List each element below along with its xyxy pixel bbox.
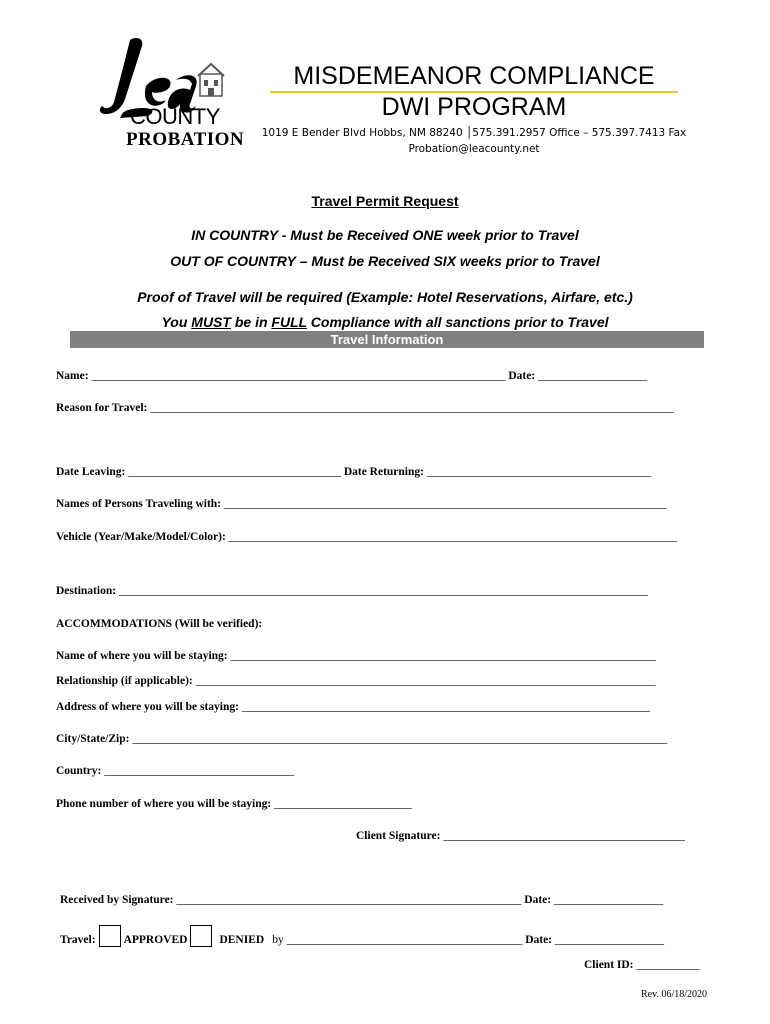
client-id-field[interactable]: ___________	[636, 959, 700, 971]
client-signature-label: Client Signature:	[356, 830, 444, 842]
compliance-post: Compliance with all sanctions prior to Travel	[306, 314, 609, 330]
program-title-line2: DWI PROGRAM	[381, 93, 567, 121]
staying-name-row	[56, 650, 656, 662]
received-date-field[interactable]: ___________________	[553, 894, 664, 906]
relationship-field[interactable]: ________________________________________________________________________________	[195, 675, 656, 687]
office-email: Probation@leacounty.net	[408, 143, 540, 155]
date-field[interactable]: ___________________	[538, 370, 648, 382]
received-label: Received by Signature:	[60, 894, 177, 906]
program-title-line1: MISDEMEANOR COMPLIANCE	[293, 62, 655, 90]
vehicle-row	[56, 531, 677, 543]
denied-checkbox[interactable]	[190, 925, 212, 947]
proof-note: Proof of Travel will be required (Example: Hotel Reservations, Airfare, etc.)	[137, 289, 633, 305]
date-leaving-field[interactable]: _____________________________________	[128, 466, 341, 478]
compliance-full: FULL	[271, 314, 307, 330]
name-row	[56, 370, 647, 382]
persons-row	[56, 498, 667, 510]
reason-field[interactable]: ___________________________________________________________________________________________	[150, 402, 674, 414]
client-signature-row	[356, 830, 685, 842]
date-label: Date:	[505, 370, 539, 382]
travel-decision-row	[60, 925, 664, 947]
by-date-field[interactable]: ___________________	[554, 934, 665, 946]
relationship-row	[56, 675, 656, 687]
in-country-note: IN COUNTRY - Must be Received ONE week prior to Travel	[191, 227, 579, 243]
received-date-label: Date:	[521, 894, 554, 906]
date-returning-field[interactable]: _______________________________________	[426, 466, 652, 478]
phone-field[interactable]: ________________________	[274, 798, 413, 810]
country-label: Country:	[56, 765, 105, 777]
permit-title-text: Travel Permit Request	[311, 193, 459, 209]
received-field[interactable]: ____________________________________________________________	[176, 894, 522, 906]
name-field[interactable]: ________________________________________________________________________	[91, 370, 506, 382]
received-row	[60, 894, 663, 906]
compliance-note	[0, 314, 770, 330]
reason-row	[56, 402, 673, 414]
compliance-must: MUST	[191, 314, 231, 330]
relationship-label: Relationship (if applicable):	[56, 675, 196, 687]
city-row	[56, 733, 667, 745]
client-signature-field[interactable]: __________________________________________	[443, 830, 685, 842]
address-row	[56, 701, 650, 713]
travel-label: Travel:	[60, 934, 96, 946]
persons-label: Names of Persons Traveling with:	[56, 498, 224, 510]
date-returning-label: Date Returning:	[340, 466, 427, 478]
address-field[interactable]: _______________________________________________________________________	[241, 701, 651, 713]
by-label: by	[272, 934, 287, 946]
travel-info-bar	[70, 331, 704, 348]
address-label: Address of where you will be staying:	[56, 701, 242, 713]
date-leaving-label: Date Leaving:	[56, 466, 129, 478]
travel-info-label: Travel Information	[330, 332, 444, 347]
accommodations-heading: ACCOMMODATIONS (Will be verified):	[56, 618, 263, 630]
vehicle-label: Vehicle (Year/Make/Model/Color):	[56, 531, 229, 543]
out-country-note: OUT OF COUNTRY – Must be Received SIX weeks prior to Travel	[170, 253, 600, 269]
staying-name-label: Name of where you will be staying:	[56, 650, 231, 662]
by-field[interactable]: _________________________________________	[286, 934, 523, 946]
compliance-mid: be in	[230, 314, 272, 330]
approved-label: APPROVED	[123, 934, 188, 946]
reason-label: Reason for Travel:	[56, 402, 151, 414]
destination-row	[56, 585, 648, 597]
lea-county-probation-logo	[96, 34, 246, 154]
country-row	[56, 765, 294, 777]
destination-field[interactable]: ____________________________________________________________________________________________	[118, 585, 648, 597]
city-field[interactable]: _____________________________________________________________________________________________	[132, 733, 668, 745]
denied-label: DENIED	[219, 934, 265, 946]
dates-row	[56, 466, 651, 478]
logo-probation: PROBATION	[126, 129, 245, 150]
staying-name-field[interactable]: __________________________________________________________________________	[230, 650, 657, 662]
persons-field[interactable]: _____________________________________________________________________________	[223, 498, 667, 510]
approved-checkbox[interactable]	[99, 925, 121, 947]
country-field[interactable]: _________________________________	[104, 765, 294, 777]
revision-date: Rev. 06/18/2020	[641, 989, 708, 1000]
permit-title	[0, 193, 770, 209]
city-label: City/State/Zip:	[56, 733, 133, 745]
compliance-pre: You	[161, 314, 192, 330]
name-label: Name:	[56, 370, 92, 382]
destination-label: Destination:	[56, 585, 119, 597]
client-id-row	[584, 959, 700, 971]
by-date-label: Date:	[522, 934, 555, 946]
vehicle-field[interactable]: ______________________________________________________________________________	[228, 531, 678, 543]
phone-row	[56, 798, 412, 810]
phone-label: Phone number of where you will be staying:	[56, 798, 275, 810]
client-id-label: Client ID:	[584, 959, 637, 971]
office-address: 1019 E Bender Blvd Hobbs, NM 88240 │575.391.2957 Office – 575.397.7413 Fax	[261, 127, 687, 139]
logo-county: COUNTY	[130, 104, 220, 129]
